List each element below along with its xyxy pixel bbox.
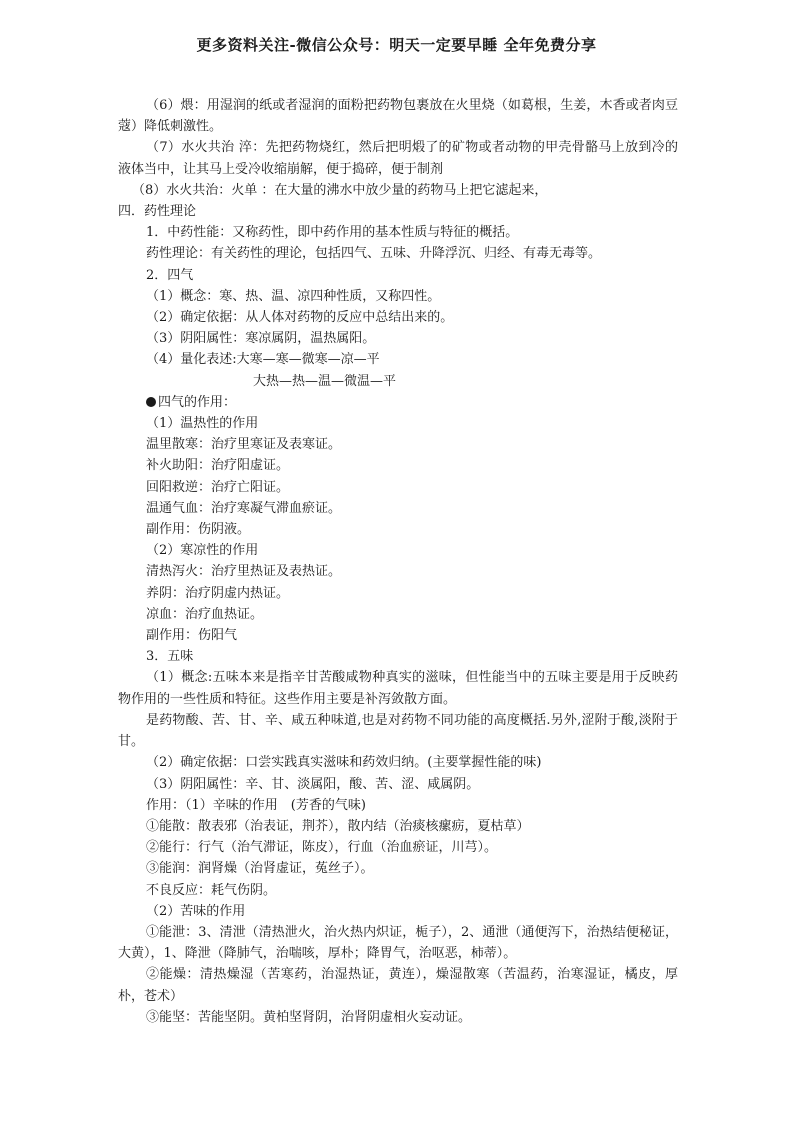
line-text: （2）苦味的作用 [146, 903, 246, 919]
line-text: ②能燥：清热燥湿（苦寒药，治湿热证，黄连），燥湿散寒（苦温药，治寒湿证，橘皮，厚朴，苍术） [118, 967, 678, 1004]
text-line [118, 413, 678, 434]
line-text: 副作用：伤阳气 [146, 628, 238, 644]
line-text: 1．中药性能：又称药性，即中药作用的基本性质与特征的概括。 [146, 225, 519, 241]
line-text: （1）温热性的作用 [146, 416, 259, 432]
line-text: ①能散：散表邪（治表证，荆芥），散内结（治痰核瘰疬，夏枯草） [146, 818, 530, 834]
line-text: 3．五味 [146, 649, 194, 665]
text-line [118, 625, 678, 646]
text-line [118, 455, 678, 476]
text-line [118, 498, 678, 519]
line-text: 不良反应：耗气伤阴。 [146, 882, 277, 898]
line-text: 回阳救逆：治疗亡阳证。 [146, 479, 290, 495]
text-line [118, 328, 678, 349]
text-line [118, 837, 678, 858]
text-line [118, 519, 678, 540]
line-text: （2）确定依据：从人体对药物的反应中总结出来的。 [146, 310, 454, 326]
line-text: ②能行：行气（治气滞证，陈皮），行血（治血瘀证，川芎）。 [146, 840, 498, 856]
text-line [118, 243, 678, 264]
line-text: 药性理论：有关药性的理论，包括四气、五味、升降浮沉、归经、有毒无毒等。 [146, 246, 602, 262]
line-text: 温通气血：治疗寒凝气滞血瘀证。 [146, 500, 342, 516]
text-line [118, 561, 678, 582]
text-line [118, 349, 678, 370]
page-header: 更多资料关注-微信公众号：明天一定要早睡 全年免费分享 [196, 36, 597, 54]
line-text: 作用：（1）辛味的作用 (芳香的气味) [146, 797, 366, 813]
line-text: （2）寒凉性的作用 [146, 543, 259, 559]
line-text: 副作用：伤阴液。 [146, 522, 251, 538]
text-line [118, 816, 678, 837]
text-line [118, 137, 678, 179]
text-line [118, 1007, 678, 1028]
line-text: ③能坚：苦能坚阴。黄柏坚肾阴，治肾阴虚相火妄动证。 [146, 1009, 472, 1025]
text-line [118, 201, 678, 222]
text-line [118, 95, 678, 137]
text-line [118, 180, 678, 201]
text-line [118, 752, 678, 773]
line-text: （1）概念：寒、热、温、凉四种性质，又称四性。 [146, 288, 441, 304]
line-text: 四气的作用： [158, 394, 237, 410]
line-text: ③能润：润肾燥（治肾虚证，菟丝子）。 [146, 861, 374, 877]
text-line [118, 964, 678, 1006]
line-text: ①能泄：3、清泄（清热泄火，治火热内炽证，栀子），2、通泄（通便泻下，治热结便秘证，大黄），1、降泄（降肺气，治喘咳，厚朴；降胃气，治呕恶，柿蒂）。 [118, 924, 678, 962]
text-line [118, 434, 678, 455]
line-text: 补火助阳：治疗阳虚证。 [146, 458, 290, 474]
text-line [118, 222, 678, 243]
line-text: （2）确定依据：口尝实践真实滋味和药效归纳。(主要掌握性能的味) [146, 755, 542, 771]
line-text: 养阴：治疗阴虚内热证。 [146, 585, 290, 601]
text-line [118, 774, 678, 795]
line-text: （6）煨：用湿润的纸或者湿润的面粉把药物包裹放在火里烧（如葛根，生姜，木香或者肉豆蔻）降低刺激性。 [118, 98, 678, 135]
line-text: 温里散寒：治疗里寒证及表寒证。 [146, 437, 342, 453]
text-line [118, 286, 678, 307]
text-line [118, 392, 678, 413]
line-text: （4）量化表述:大寒—寒—微寒—凉—平 [146, 352, 380, 368]
text-line [118, 858, 678, 879]
text-line [118, 922, 678, 964]
text-line [118, 646, 678, 667]
text-line [118, 667, 678, 709]
text-line [118, 880, 678, 901]
text-line [118, 795, 678, 816]
line-text: 清热泻火：治疗里热证及表热证。 [146, 564, 342, 580]
text-line [118, 371, 678, 392]
text-line [118, 477, 678, 498]
document-body [118, 95, 678, 1028]
line-text: 是药物酸、苦、甘、辛、咸五种味道,也是对药物不同功能的高度概括.另外,涩附于酸,淡附于甘。 [118, 712, 678, 750]
line-text: （8）水火共治：火单 ：在大量的沸水中放少量的药物马上把它滤起来， [132, 182, 548, 198]
text-line [118, 583, 678, 604]
text-line [118, 901, 678, 922]
line-text: 大热—热—温—微温—平 [253, 373, 397, 389]
text-line [118, 604, 678, 625]
line-text: （3）阴阳属性：寒凉属阴，温热属阳。 [146, 331, 376, 347]
line-text: （1）概念:五味本来是指辛甘苦酸咸物种真实的滋味，但性能当中的五味主要是用于反映药物作用的一些性质和特征。这些作用主要是补泻敛散方面。 [118, 670, 678, 707]
bullet-icon [146, 397, 156, 407]
line-text: 2．四气 [146, 267, 194, 283]
text-line [118, 710, 678, 752]
line-text: （3）阴阳属性：辛、甘、淡属阳，酸、苦、涩、咸属阴。 [146, 776, 480, 792]
line-text: （7）水火共治 淬：先把药物烧红，然后把明煅了的矿物或者动物的甲壳骨骼马上放到冷的液体当中，让其马上受冷收缩崩解，便于捣碎，便于制剂 [118, 140, 678, 177]
line-text: 四．药性理论 [118, 204, 197, 220]
text-line [118, 540, 678, 561]
text-line [118, 265, 678, 286]
text-line [118, 307, 678, 328]
line-text: 凉血：治疗血热证。 [146, 606, 264, 622]
